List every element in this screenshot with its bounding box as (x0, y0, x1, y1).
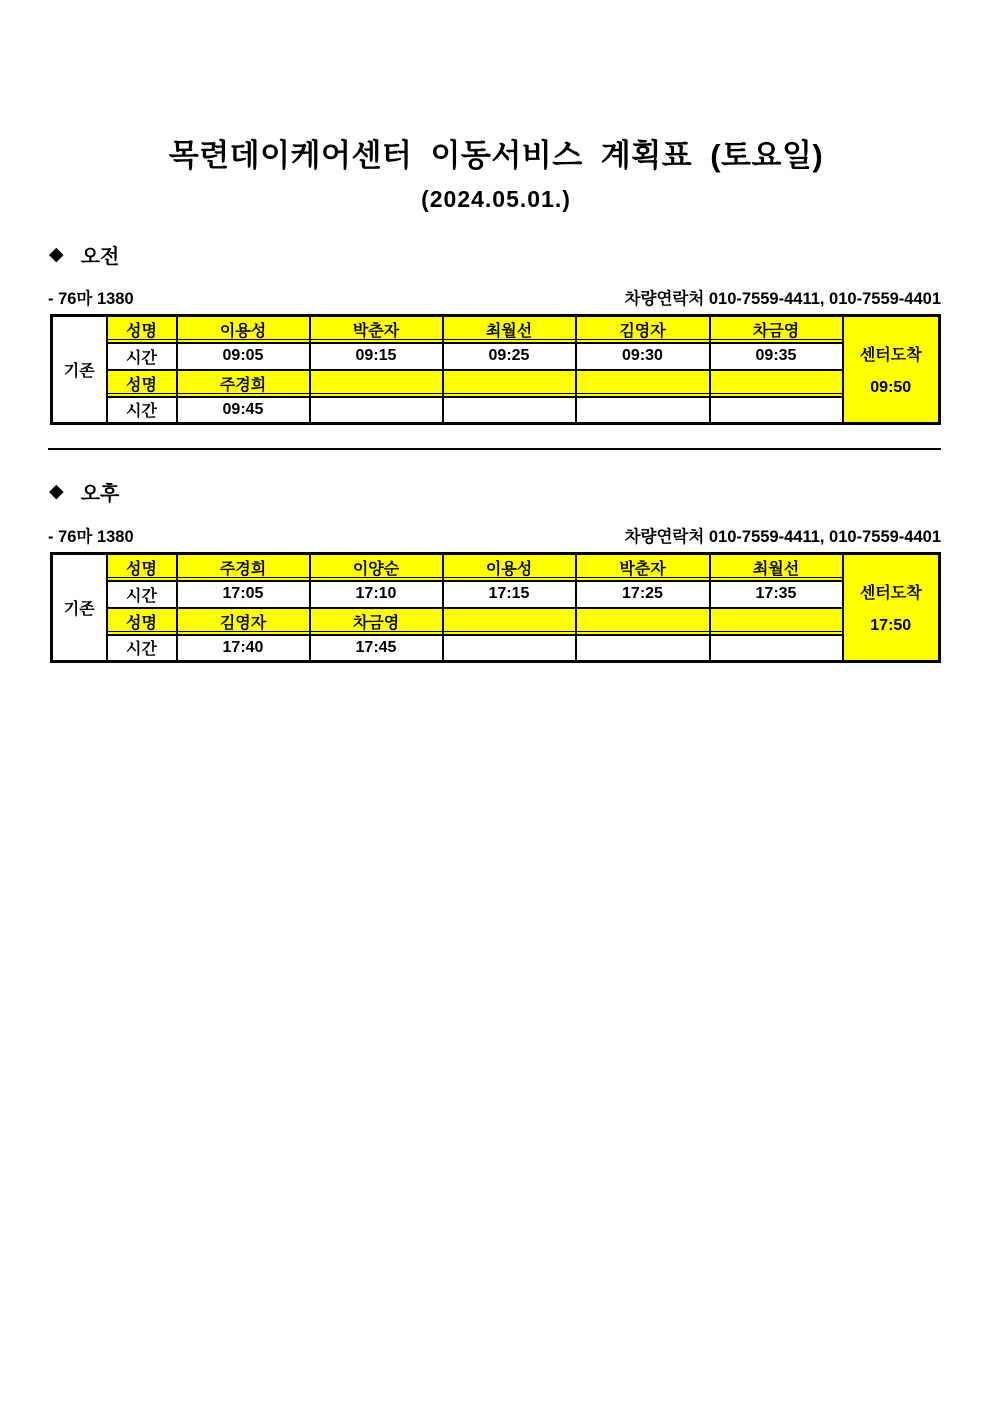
pickup-time-cell: 09:15 (310, 343, 443, 370)
passenger-name-cell: 김영자 (576, 316, 710, 343)
table-row (52, 397, 940, 424)
passenger-name-cell: 이용성 (177, 316, 310, 343)
arrival-label: 센터도착 (859, 585, 922, 602)
diamond-icon: ◆ (49, 481, 64, 502)
passenger-name-cell: 김영자 (177, 608, 310, 635)
pickup-time-cell: 17:05 (177, 581, 310, 608)
pickup-time-cell: 17:40 (177, 635, 310, 662)
pickup-time-cell: 17:45 (310, 635, 443, 662)
arrival-time: 17:50 (870, 617, 912, 634)
passenger-name-cell: 최월선 (710, 554, 843, 581)
table-row (52, 635, 940, 662)
section-heading-label: 오후 (80, 483, 120, 505)
table-row (52, 370, 940, 397)
section-heading-afternoon (49, 477, 119, 506)
pickup-time-cell (710, 635, 843, 662)
passenger-name-cell: 차금영 (710, 316, 843, 343)
pickup-time-cell: 09:05 (177, 343, 310, 370)
page-date: (2024.05.01.) (421, 186, 571, 212)
field-label-name: 성명 (107, 370, 177, 397)
passenger-name-cell: 박춘자 (576, 554, 710, 581)
page-title: 목련데이케어센터 이동서비스 계획표 (토요일) (168, 138, 824, 173)
section-heading-morning (49, 240, 119, 269)
center-arrival-cell (843, 316, 940, 424)
vehicle-contact-label: 차량연락처 010-7559-4411, 010-7559-4401 (624, 290, 941, 308)
passenger-name-cell (310, 370, 443, 397)
diamond-icon: ◆ (49, 244, 64, 265)
table-row (52, 554, 940, 581)
passenger-name-cell (443, 608, 576, 635)
field-label-name: 성명 (107, 608, 177, 635)
morning-meta-row (48, 285, 941, 309)
passenger-name-cell (710, 370, 843, 397)
pickup-time-cell (710, 397, 843, 424)
pickup-time-cell: 09:35 (710, 343, 843, 370)
passenger-name-cell: 이용성 (443, 554, 576, 581)
pickup-time-cell (576, 635, 710, 662)
afternoon-meta-row (48, 523, 941, 547)
passenger-name-cell (710, 608, 843, 635)
passenger-name-cell: 주경희 (177, 554, 310, 581)
pickup-time-cell: 17:25 (576, 581, 710, 608)
pickup-time-cell (576, 397, 710, 424)
pickup-time-cell (310, 397, 443, 424)
field-label-time: 시간 (107, 581, 177, 608)
pickup-time-cell: 17:35 (710, 581, 843, 608)
pickup-time-cell: 09:25 (443, 343, 576, 370)
passenger-name-cell (576, 370, 710, 397)
vehicle-number-label: - 76마 1380 (48, 528, 134, 546)
section-divider (48, 448, 941, 450)
pickup-time-cell: 09:45 (177, 397, 310, 424)
afternoon-schedule-table (50, 552, 941, 663)
arrival-time: 09:50 (870, 379, 912, 396)
morning-schedule-table (50, 314, 941, 425)
center-arrival-cell (843, 554, 940, 662)
passenger-name-cell: 박춘자 (310, 316, 443, 343)
pickup-time-cell (443, 397, 576, 424)
section-heading-label: 오전 (80, 246, 120, 268)
field-label-time: 시간 (107, 343, 177, 370)
table-row (52, 608, 940, 635)
table-row (52, 581, 940, 608)
passenger-name-cell (576, 608, 710, 635)
vehicle-number-label: - 76마 1380 (48, 290, 134, 308)
pickup-time-cell: 09:30 (576, 343, 710, 370)
field-label-name: 성명 (107, 316, 177, 343)
row-group-label: 기존 (52, 554, 107, 662)
passenger-name-cell (443, 370, 576, 397)
field-label-time: 시간 (107, 397, 177, 424)
row-group-label: 기존 (52, 316, 107, 424)
pickup-time-cell (443, 635, 576, 662)
passenger-name-cell: 최월선 (443, 316, 576, 343)
arrival-label: 센터도착 (859, 347, 922, 364)
vehicle-contact-label: 차량연락처 010-7559-4411, 010-7559-4401 (624, 528, 941, 546)
table-row (52, 316, 940, 343)
field-label-time: 시간 (107, 635, 177, 662)
passenger-name-cell: 차금영 (310, 608, 443, 635)
field-label-name: 성명 (107, 554, 177, 581)
pickup-time-cell: 17:15 (443, 581, 576, 608)
passenger-name-cell: 주경희 (177, 370, 310, 397)
pickup-time-cell: 17:10 (310, 581, 443, 608)
table-row (52, 343, 940, 370)
passenger-name-cell: 이양순 (310, 554, 443, 581)
